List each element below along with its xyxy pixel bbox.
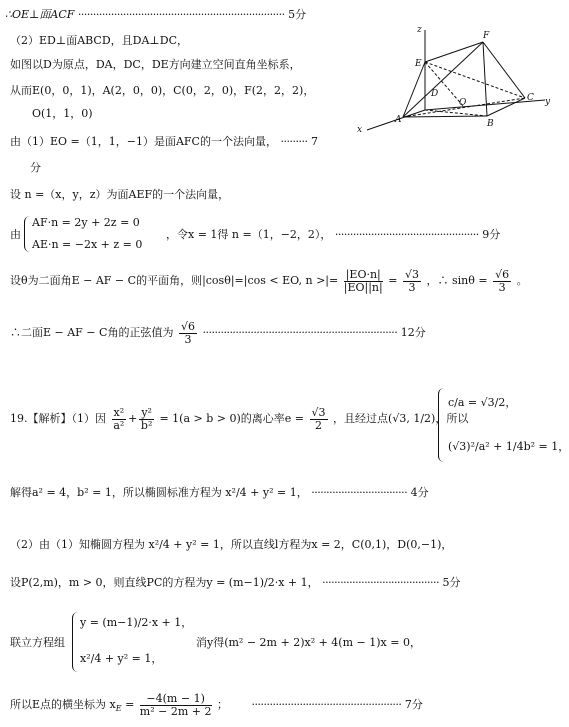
set-normal-line: 设 n =（x，y，z）为面AEF的一个法向量， — [10, 188, 230, 201]
denominator: 2 — [315, 418, 323, 432]
proof-text: ∴OE⊥面ACF — [5, 8, 75, 21]
score-mark: 5分 — [288, 8, 307, 21]
sine-conclusion-line — [10, 320, 426, 346]
edge-ef — [425, 42, 483, 62]
score-unit: 分 — [30, 161, 41, 174]
condition-eccentricity: c/a = √3/2， — [448, 396, 517, 409]
label-c: C — [527, 93, 534, 103]
system-prefix: 联立方程组 — [10, 636, 65, 649]
fraction-cos — [344, 269, 383, 294]
numerator: √6 — [495, 267, 510, 281]
system-ellipse-equation: x²/4 + y² = 1， — [80, 652, 163, 665]
ellipse-equation-line — [10, 486, 429, 500]
abscissa-fraction — [140, 693, 212, 718]
dot-leader: ······································· — [322, 576, 440, 589]
label-z: z — [417, 25, 422, 35]
equation-af: AF·n = 2y + 2z = 0 — [32, 216, 140, 229]
score-mark: 7分 — [404, 698, 423, 711]
system-brace — [24, 216, 30, 252]
numerator: √3 — [404, 267, 419, 281]
label-f: F — [483, 31, 490, 41]
denominator: m² − 2m + 2 — [139, 704, 212, 718]
edge-ea — [403, 62, 425, 117]
proof-text: 设θ为二面角E − AF − C的平面角，则|cosθ|=|cos < EO, n >|= — [10, 274, 339, 287]
fraction-sine — [179, 321, 197, 346]
denominator: 3 — [498, 280, 506, 294]
problem-19-line: 19.【解析】（1）因 $\frac{\text{x²}}{\text{a²}}$ + $\frac{\text{y²}}{\text{b²}}$ = 1(a > b > 0)的离心率e = $\frac{√3}{2}$ ，且经过点(√3, 1/2)，所以 — [10, 405, 469, 432]
coordinate-points: 从而E(0，0，1)，A(2，0，0)，C(0，2，0)，F(2，2，2)， — [10, 84, 315, 97]
proof-text: 解得a² = 4，b² = 1，所以椭圆标准方程为 x²/4 + y² = 1， — [10, 486, 308, 499]
score-mark: 5分 — [442, 576, 461, 589]
eccentricity-fraction — [310, 407, 328, 432]
edge-bc — [487, 98, 525, 116]
score-mark: 7 — [310, 135, 318, 148]
edge-ec — [425, 62, 525, 98]
proof-text: 所以E点的横坐标为 x — [10, 698, 116, 711]
condition-point: (√3)²/a² + 1/4b² = 1， — [448, 440, 569, 453]
e-point-abscissa-line — [10, 692, 423, 722]
edge-fc — [483, 42, 525, 98]
numerator: √6 — [180, 319, 195, 333]
elimination-result: 消y得(m² − 2m + 2)x² + 4(m − 1)x = 0， — [196, 636, 421, 649]
denominator: a² — [113, 418, 125, 432]
proof-text: ，∴ sinθ = — [426, 274, 488, 287]
proof-text: ∴二面E − AF − C角的正弦值为 — [10, 326, 174, 339]
equals-sign: = — [125, 698, 135, 711]
diag-db — [425, 110, 487, 116]
proof-text: 设P(2,m)，m > 0，则直线PC的方程为y = (m−1)/2·x + 1， — [10, 576, 319, 589]
point-o: O(1，1，0) — [32, 107, 93, 120]
system-prefix: 由 — [10, 228, 21, 241]
label-b: B — [487, 119, 494, 129]
denominator: b² — [140, 418, 153, 432]
proof-text: ，令x = 1得 n =（1，−2，2）， — [166, 228, 332, 241]
system-line-equation: y = (m−1)/2·x + 1， — [80, 616, 193, 629]
coordinate-setup-text: 如图以D为原点，DA，DC，DE方向建立空间直角坐标系， — [10, 58, 301, 71]
dot-leader: ····································································· — [77, 8, 285, 21]
dot-leader: ················································ — [334, 228, 479, 241]
normal-solution — [166, 228, 500, 242]
score-mark: 9分 — [482, 228, 501, 241]
punctuation: 。 — [516, 274, 528, 287]
label-o: O — [459, 98, 467, 108]
system-brace — [438, 388, 444, 462]
line-pc-equation — [10, 576, 461, 590]
numerator: √3 — [311, 405, 326, 419]
proof-line-1 — [5, 8, 306, 22]
3d-geometry-figure — [355, 22, 554, 140]
numerator: −4(m − 1) — [140, 693, 212, 706]
label-d: D — [431, 89, 439, 99]
ellipse-x-term — [112, 407, 127, 432]
fraction-sin-value — [493, 269, 511, 294]
line-l-equation: （2）由（1）知椭圆方程为 x²/4 + y² = 1，所以直线l方程为x = 2，C(0,1)，D(0,−1)， — [10, 538, 453, 551]
numerator: x² — [113, 405, 125, 419]
numerator: |EO·n| — [345, 267, 381, 281]
label-a: A — [395, 115, 402, 125]
normal-vector-line — [10, 135, 318, 149]
denominator: 3 — [408, 280, 416, 294]
label-e: E — [415, 59, 422, 69]
proof-text: ，且经过点(√3, 1/2)，所以 — [333, 412, 469, 425]
equals-sign: = — [388, 274, 398, 287]
ellipse-y-term — [139, 407, 154, 432]
dihedral-angle-line — [10, 268, 528, 294]
denominator: 3 — [184, 332, 192, 346]
label-y: y — [545, 97, 551, 107]
denominator: |EO||n| — [343, 280, 383, 294]
score-mark: 4分 — [410, 486, 429, 499]
dot-leader: ········· — [280, 135, 308, 148]
punctuation: ； — [217, 698, 228, 711]
proof-text: 由（1）EO =（1，1，−1）是面AFC的一个法向量， — [10, 135, 277, 148]
dot-leader: ································································· — [202, 326, 398, 339]
score-mark: 12分 — [400, 326, 426, 339]
equation-ae: AE·n = −2x + z = 0 — [32, 238, 143, 251]
fraction-cos-value — [403, 269, 421, 294]
proof-text: 19.【解析】（1）因 — [10, 412, 106, 425]
edge-ab — [403, 116, 487, 117]
part-2-heading: （2）ED⊥面ABCD，且DA⊥DC， — [10, 34, 189, 47]
label-x: x — [357, 125, 363, 135]
dot-leader: ·················································· — [251, 698, 402, 711]
subscript: E — [115, 704, 122, 714]
proof-text: = 1(a > b > 0)的离心率e = — [159, 412, 305, 425]
system-brace — [72, 612, 78, 672]
numerator: y² — [141, 405, 152, 419]
dot-leader: ································ — [311, 486, 408, 499]
